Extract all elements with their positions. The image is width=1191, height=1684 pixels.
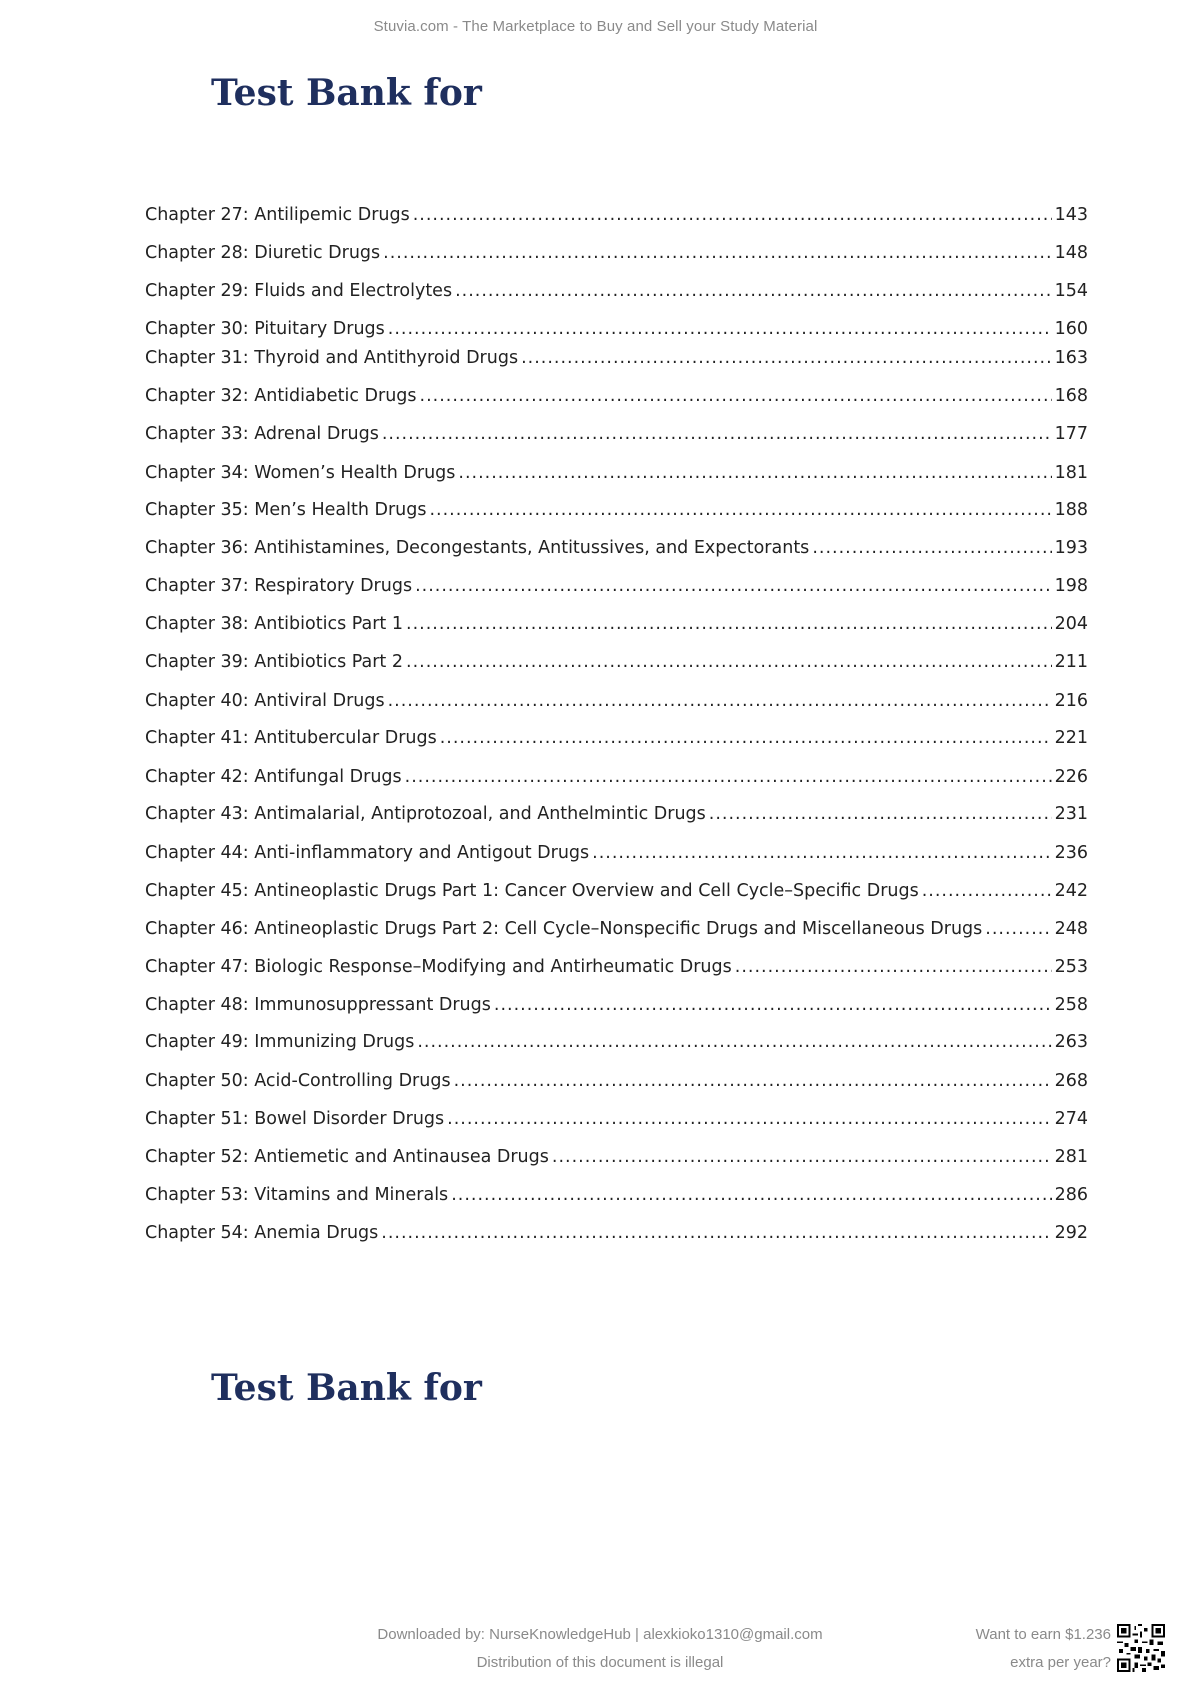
toc-entry-page: 204 [1054,614,1088,634]
toc-entry-page: 160 [1054,319,1088,339]
toc-entry-page: 236 [1054,843,1088,863]
toc-entry-title: Chapter 36: Antihistamines, Decongestants, Antitussives, and Expectorants [145,538,810,558]
toc-entry[interactable] [145,421,1088,447]
toc-entry-title: Chapter 39: Antibiotics Part 2 [145,652,403,672]
toc-entry-title: Chapter 47: Biologic Response–Modifying and Antirheumatic Drugs [145,957,732,977]
toc-entry-title: Chapter 27: Antilipemic Drugs [145,205,410,225]
toc-entry-page: 268 [1054,1071,1088,1091]
toc-entry[interactable] [145,688,1088,714]
toc-entry-title: Chapter 48: Immunosuppressant Drugs [145,995,491,1015]
toc-entry-title: Chapter 33: Adrenal Drugs [145,424,379,444]
toc-entry[interactable] [145,725,1088,751]
toc-entry[interactable] [145,460,1088,486]
toc-entry[interactable] [145,240,1088,266]
toc-entry-title: Chapter 46: Antineoplastic Drugs Part 2: Cell Cycle–Nonspecific Drugs and Miscellaneous Drugs [145,919,983,939]
toc-entry-page: 292 [1054,1223,1088,1243]
toc-entry[interactable] [145,497,1088,523]
toc-leader-dots [552,1144,1052,1170]
toc-entry-title: Chapter 31: Thyroid and Antithyroid Drugs [145,348,519,368]
toc-entry-page: 211 [1054,652,1088,672]
toc-entry[interactable] [145,1106,1088,1132]
toc-entry-title: Chapter 42: Antifungal Drugs [145,767,402,787]
toc-entry[interactable] [145,316,1088,342]
toc-entry-page: 181 [1054,463,1088,483]
toc-entry-page: 198 [1054,576,1088,596]
toc-leader-dots [812,535,1051,561]
toc-leader-dots [417,1029,1051,1055]
toc-entry-title: Chapter 29: Fluids and Electrolytes [145,281,453,301]
toc-entry[interactable] [145,383,1088,409]
toc-leader-dots [985,916,1051,942]
toc-entry[interactable] [145,992,1088,1018]
toc-entry-page: 226 [1054,767,1088,787]
toc-entry[interactable] [145,1220,1088,1246]
toc-entry-page: 231 [1054,804,1088,824]
toc-leader-dots [454,1068,1052,1094]
toc-leader-dots [382,421,1052,447]
toc-entry-page: 281 [1054,1147,1088,1167]
toc-entry[interactable] [145,916,1088,942]
footer-earn-promo[interactable]: Want to earn $1.236 [975,1626,1111,1643]
toc-entry-title: Chapter 54: Anemia Drugs [145,1223,379,1243]
toc-entry[interactable] [145,878,1088,904]
toc-entry-title: Chapter 51: Bowel Disorder Drugs [145,1109,445,1129]
toc-entry-title: Chapter 37: Respiratory Drugs [145,576,413,596]
toc-entry-title: Chapter 45: Antineoplastic Drugs Part 1: Cancer Overview and Cell Cycle–Specific Drugs [145,881,919,901]
toc-entry-page: 221 [1054,728,1088,748]
qr-code-icon[interactable] [1117,1624,1165,1672]
toc-entry[interactable] [145,1144,1088,1170]
toc-entry-page: 263 [1054,1032,1088,1052]
toc-leader-dots [494,992,1052,1018]
toc-entry-page: 168 [1054,386,1088,406]
toc-entry-title: Chapter 38: Antibiotics Part 1 [145,614,403,634]
toc-entry[interactable] [145,573,1088,599]
toc-leader-dots [388,316,1052,342]
footer-distribution-notice: Distribution of this document is illegal [476,1654,724,1671]
toc-leader-dots [381,1220,1051,1246]
toc-leader-dots [429,497,1051,523]
toc-leader-dots [440,725,1052,751]
toc-entry[interactable] [145,202,1088,228]
toc-entry-page: 242 [1054,881,1088,901]
toc-entry-page: 286 [1054,1185,1088,1205]
toc-entry[interactable] [145,345,1088,371]
toc-entry-page: 148 [1054,243,1088,263]
footer-downloaded-by: Downloaded by: NurseKnowledgeHub | alexkioko1310@gmail.com [377,1626,823,1643]
toc-leader-dots [406,649,1052,675]
test-bank-heading: Test Bank for [211,72,482,114]
toc-leader-dots [447,1106,1051,1132]
toc-entry-title: Chapter 53: Vitamins and Minerals [145,1185,449,1205]
toc-leader-dots [735,954,1052,980]
toc-entry-title: Chapter 40: Antiviral Drugs [145,691,385,711]
toc-entry-page: 248 [1054,919,1088,939]
toc-entry[interactable] [145,764,1088,790]
toc-leader-dots [455,278,1052,304]
toc-entry-title: Chapter 30: Pituitary Drugs [145,319,385,339]
toc-entry-page: 177 [1054,424,1088,444]
toc-leader-dots [451,1182,1051,1208]
toc-leader-dots [405,764,1052,790]
toc-leader-dots [413,202,1052,228]
toc-entry[interactable] [145,278,1088,304]
toc-leader-dots [406,611,1052,637]
toc-entry-page: 258 [1054,995,1088,1015]
test-bank-heading-bottom: Test Bank for [211,1367,482,1409]
toc-entry-page: 188 [1054,500,1088,520]
toc-entry-page: 154 [1054,281,1088,301]
toc-entry[interactable] [145,954,1088,980]
toc-entry-title: Chapter 52: Antiemetic and Antinausea Drugs [145,1147,549,1167]
toc-entry-title: Chapter 35: Men’s Health Drugs [145,500,427,520]
toc-leader-dots [415,573,1052,599]
toc-leader-dots [709,801,1052,827]
toc-entry-title: Chapter 43: Antimalarial, Antiprotozoal, and Anthelmintic Drugs [145,804,706,824]
toc-leader-dots [592,840,1051,866]
toc-entry-page: 193 [1054,538,1088,558]
toc-entry-title: Chapter 41: Antitubercular Drugs [145,728,437,748]
toc-entry-page: 274 [1054,1109,1088,1129]
toc-entry-title: Chapter 50: Acid-Controlling Drugs [145,1071,451,1091]
toc-entry[interactable] [145,1029,1088,1055]
toc-entry[interactable] [145,649,1088,675]
toc-leader-dots [388,688,1052,714]
toc-entry[interactable] [145,611,1088,637]
toc-entry-page: 253 [1054,957,1088,977]
footer-earn-promo-line2[interactable]: extra per year? [1010,1654,1111,1671]
toc-entry-title: Chapter 49: Immunizing Drugs [145,1032,415,1052]
toc-entry-page: 163 [1054,348,1088,368]
toc-leader-dots [383,240,1051,266]
toc-entry-title: Chapter 34: Women’s Health Drugs [145,463,456,483]
toc-entry-title: Chapter 44: Anti-inflammatory and Antigout Drugs [145,843,590,863]
toc-entry[interactable] [145,840,1088,866]
toc-entry-title: Chapter 32: Antidiabetic Drugs [145,386,417,406]
toc-leader-dots [420,383,1052,409]
toc-entry-page: 216 [1054,691,1088,711]
toc-entry[interactable] [145,535,1088,561]
toc-leader-dots [922,878,1052,904]
toc-entry-title: Chapter 28: Diuretic Drugs [145,243,381,263]
toc-leader-dots [458,460,1051,486]
stuvia-banner: Stuvia.com - The Marketplace to Buy and Sell your Study Material [373,18,818,35]
toc-entry[interactable] [145,1068,1088,1094]
toc-leader-dots [521,345,1052,371]
toc-entry[interactable] [145,801,1088,827]
toc-entry-page: 143 [1054,205,1088,225]
toc-entry[interactable] [145,1182,1088,1208]
